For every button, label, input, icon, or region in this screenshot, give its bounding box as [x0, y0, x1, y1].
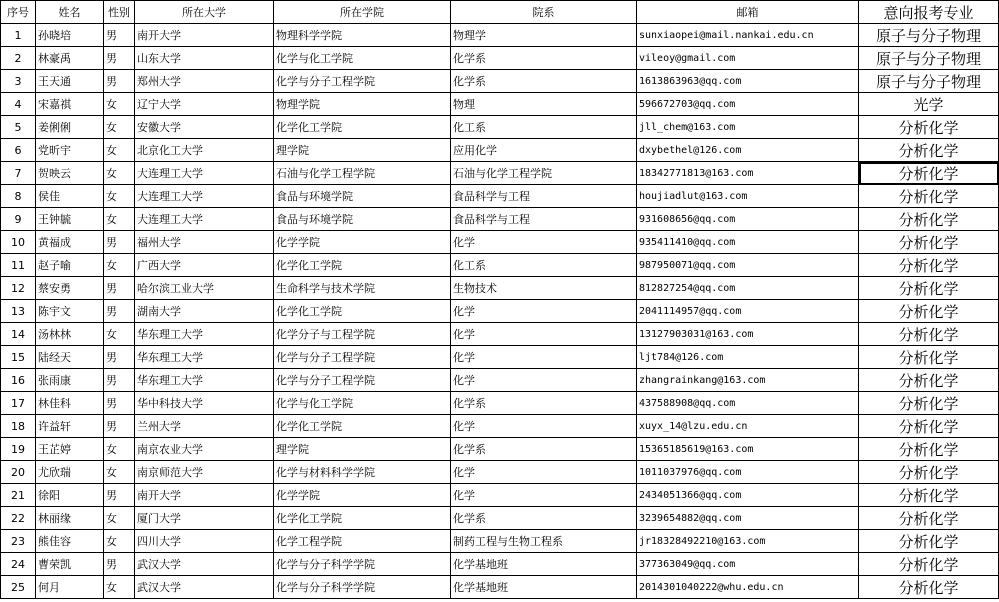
cell-name[interactable]: 何月 — [36, 576, 104, 599]
cell-major[interactable]: 分析化学 — [859, 208, 999, 231]
cell-email[interactable]: jll_chem@163.com — [637, 116, 859, 139]
cell-gender[interactable]: 女 — [104, 323, 135, 346]
cell-gender[interactable]: 女 — [104, 139, 135, 162]
cell-index[interactable]: 13 — [1, 300, 36, 323]
cell-college[interactable]: 物理科学学院 — [274, 24, 451, 47]
cell-major[interactable]: 原子与分子物理 — [859, 24, 999, 47]
cell-major[interactable]: 分析化学 — [859, 277, 999, 300]
cell-college[interactable]: 化学化工学院 — [274, 254, 451, 277]
cell-college[interactable]: 理学院 — [274, 139, 451, 162]
table-row — [1, 553, 999, 576]
cell-index[interactable]: 1 — [1, 24, 36, 47]
cell-index[interactable]: 8 — [1, 185, 36, 208]
table-row — [1, 300, 999, 323]
cell-gender[interactable]: 男 — [104, 415, 135, 438]
cell-department[interactable]: 化学 — [451, 346, 637, 369]
cell-email[interactable]: 931608656@qq.com — [637, 208, 859, 231]
cell-email[interactable]: xuyx_14@lzu.edu.cn — [637, 415, 859, 438]
cell-gender[interactable]: 女 — [104, 461, 135, 484]
cell-college[interactable]: 化学分子与工程学院 — [274, 323, 451, 346]
cell-department[interactable]: 制药工程与生物工程系 — [451, 530, 637, 553]
table-row — [1, 70, 999, 93]
cell-index[interactable]: 23 — [1, 530, 36, 553]
cell-university[interactable]: 郑州大学 — [135, 70, 274, 93]
table-row — [1, 185, 999, 208]
cell-college[interactable]: 化学工程学院 — [274, 530, 451, 553]
cell-university[interactable]: 华中科技大学 — [135, 392, 274, 415]
cell-university[interactable]: 北京化工大学 — [135, 139, 274, 162]
cell-name[interactable]: 许益轩 — [36, 415, 104, 438]
cell-major[interactable]: 分析化学 — [859, 530, 999, 553]
cell-department[interactable]: 化学 — [451, 461, 637, 484]
cell-college[interactable]: 化学化工学院 — [274, 507, 451, 530]
header-index[interactable]: 序号 — [1, 1, 36, 24]
cell-email[interactable]: 437588908@qq.com — [637, 392, 859, 415]
table-row — [1, 392, 999, 415]
cell-name[interactable]: 王天通 — [36, 70, 104, 93]
cell-department[interactable]: 化学系 — [451, 70, 637, 93]
cell-major[interactable]: 分析化学 — [859, 392, 999, 415]
header-university[interactable]: 所在大学 — [135, 1, 274, 24]
cell-college[interactable]: 化学与分子工程学院 — [274, 346, 451, 369]
cell-college[interactable]: 化学与分子科学学院 — [274, 576, 451, 599]
cell-email[interactable]: jr18328492210@163.com — [637, 530, 859, 553]
table-row — [1, 254, 999, 277]
cell-email[interactable]: ljt784@126.com — [637, 346, 859, 369]
cell-university[interactable]: 大连理工大学 — [135, 185, 274, 208]
cell-college[interactable]: 化学学院 — [274, 484, 451, 507]
header-major[interactable]: 意向报考专业 — [859, 1, 999, 24]
cell-gender[interactable]: 女 — [104, 93, 135, 116]
cell-gender[interactable]: 男 — [104, 553, 135, 576]
table-row — [1, 116, 999, 139]
cell-email[interactable]: vileoy@gmail.com — [637, 47, 859, 70]
cell-email[interactable]: 13127903031@163.com — [637, 323, 859, 346]
cell-index[interactable]: 15 — [1, 346, 36, 369]
cell-college[interactable]: 化学与分子工程学院 — [274, 70, 451, 93]
cell-department[interactable]: 化学 — [451, 484, 637, 507]
cell-email[interactable]: 18342771813@163.com — [637, 162, 859, 185]
cell-email[interactable]: 1011037976@qq.com — [637, 461, 859, 484]
cell-name[interactable]: 黄福成 — [36, 231, 104, 254]
cell-major[interactable]: 分析化学 — [859, 162, 999, 185]
cell-department[interactable]: 生物技术 — [451, 277, 637, 300]
table-row — [1, 484, 999, 507]
cell-gender[interactable]: 女 — [104, 438, 135, 461]
cell-university[interactable]: 南开大学 — [135, 24, 274, 47]
cell-department[interactable]: 化学 — [451, 415, 637, 438]
cell-gender[interactable]: 男 — [104, 70, 135, 93]
cell-university[interactable]: 大连理工大学 — [135, 162, 274, 185]
table-row — [1, 277, 999, 300]
cell-university[interactable]: 南京师范大学 — [135, 461, 274, 484]
cell-name[interactable]: 贺映云 — [36, 162, 104, 185]
cell-gender[interactable]: 女 — [104, 254, 135, 277]
cell-major[interactable]: 分析化学 — [859, 116, 999, 139]
cell-major[interactable]: 分析化学 — [859, 346, 999, 369]
table-body — [1, 24, 999, 599]
cell-department[interactable]: 化工系 — [451, 116, 637, 139]
cell-gender[interactable]: 男 — [104, 369, 135, 392]
cell-email[interactable]: 3239654882@qq.com — [637, 507, 859, 530]
cell-college[interactable]: 石油与化学工程学院 — [274, 162, 451, 185]
cell-index[interactable]: 16 — [1, 369, 36, 392]
cell-gender[interactable]: 女 — [104, 208, 135, 231]
table-row — [1, 415, 999, 438]
cell-major[interactable]: 分析化学 — [859, 300, 999, 323]
header-row — [1, 1, 999, 24]
cell-university[interactable]: 武汉大学 — [135, 576, 274, 599]
cell-name[interactable]: 蔡安勇 — [36, 277, 104, 300]
cell-name[interactable]: 曹荣凯 — [36, 553, 104, 576]
cell-university[interactable]: 厦门大学 — [135, 507, 274, 530]
cell-gender[interactable]: 男 — [104, 484, 135, 507]
cell-university[interactable]: 大连理工大学 — [135, 208, 274, 231]
table-row — [1, 507, 999, 530]
cell-email[interactable]: 15365185619@163.com — [637, 438, 859, 461]
cell-email[interactable]: 935411410@qq.com — [637, 231, 859, 254]
cell-name[interactable]: 侯佳 — [36, 185, 104, 208]
cell-college[interactable]: 化学学院 — [274, 231, 451, 254]
cell-index[interactable]: 5 — [1, 116, 36, 139]
header-name[interactable]: 姓名 — [36, 1, 104, 24]
table-row — [1, 346, 999, 369]
cell-college[interactable]: 物理学院 — [274, 93, 451, 116]
cell-major[interactable]: 分析化学 — [859, 185, 999, 208]
cell-index[interactable]: 6 — [1, 139, 36, 162]
cell-department[interactable]: 化学 — [451, 300, 637, 323]
cell-college[interactable]: 化学与材料科学学院 — [274, 461, 451, 484]
table-row — [1, 576, 999, 599]
cell-name[interactable]: 汤林林 — [36, 323, 104, 346]
cell-major[interactable]: 分析化学 — [859, 438, 999, 461]
cell-index[interactable]: 7 — [1, 162, 36, 185]
cell-gender[interactable]: 男 — [104, 346, 135, 369]
cell-email[interactable]: 596672703@qq.com — [637, 93, 859, 116]
cell-gender[interactable]: 男 — [104, 231, 135, 254]
cell-index[interactable]: 18 — [1, 415, 36, 438]
cell-name[interactable]: 林佳科 — [36, 392, 104, 415]
cell-department[interactable]: 化工系 — [451, 254, 637, 277]
cell-major[interactable]: 光学 — [859, 93, 999, 116]
cell-major[interactable]: 分析化学 — [859, 254, 999, 277]
cell-college[interactable]: 化学化工学院 — [274, 415, 451, 438]
cell-index[interactable]: 22 — [1, 507, 36, 530]
cell-index[interactable]: 11 — [1, 254, 36, 277]
cell-university[interactable]: 福州大学 — [135, 231, 274, 254]
cell-name[interactable]: 林丽缘 — [36, 507, 104, 530]
cell-gender[interactable]: 女 — [104, 162, 135, 185]
cell-email[interactable]: dxybethel@126.com — [637, 139, 859, 162]
cell-university[interactable]: 辽宁大学 — [135, 93, 274, 116]
table-row — [1, 369, 999, 392]
cell-email[interactable]: 377363049@qq.com — [637, 553, 859, 576]
table-row — [1, 208, 999, 231]
cell-department[interactable]: 应用化学 — [451, 139, 637, 162]
cell-index[interactable]: 21 — [1, 484, 36, 507]
table-row — [1, 231, 999, 254]
cell-name[interactable]: 陆经天 — [36, 346, 104, 369]
table-row — [1, 139, 999, 162]
cell-major[interactable]: 分析化学 — [859, 507, 999, 530]
cell-email[interactable]: 1613863963@qq.com — [637, 70, 859, 93]
cell-email[interactable]: houjiadlut@163.com — [637, 185, 859, 208]
cell-name[interactable]: 徐阳 — [36, 484, 104, 507]
cell-university[interactable]: 兰州大学 — [135, 415, 274, 438]
cell-department[interactable]: 食品科学与工程 — [451, 185, 637, 208]
table-row — [1, 461, 999, 484]
cell-university[interactable]: 四川大学 — [135, 530, 274, 553]
cell-gender[interactable]: 女 — [104, 116, 135, 139]
cell-name[interactable]: 林豪禹 — [36, 47, 104, 70]
table-row — [1, 323, 999, 346]
cell-index[interactable]: 9 — [1, 208, 36, 231]
header-department[interactable]: 院系 — [451, 1, 637, 24]
cell-department[interactable]: 化学 — [451, 369, 637, 392]
cell-university[interactable]: 华东理工大学 — [135, 323, 274, 346]
cell-major[interactable]: 原子与分子物理 — [859, 47, 999, 70]
cell-college[interactable]: 理学院 — [274, 438, 451, 461]
cell-index[interactable]: 25 — [1, 576, 36, 599]
table-row — [1, 24, 999, 47]
cell-gender[interactable]: 男 — [104, 277, 135, 300]
cell-major[interactable]: 分析化学 — [859, 231, 999, 254]
cell-name[interactable]: 王钟毓 — [36, 208, 104, 231]
cell-department[interactable]: 食品科学与工程 — [451, 208, 637, 231]
cell-email[interactable]: 2041114957@qq.com — [637, 300, 859, 323]
cell-university[interactable]: 华东理工大学 — [135, 346, 274, 369]
cell-gender[interactable]: 男 — [104, 24, 135, 47]
header-gender[interactable]: 性别 — [104, 1, 135, 24]
cell-department[interactable]: 化学系 — [451, 438, 637, 461]
cell-major[interactable]: 分析化学 — [859, 484, 999, 507]
cell-gender[interactable]: 男 — [104, 47, 135, 70]
cell-major[interactable]: 分析化学 — [859, 415, 999, 438]
cell-department[interactable]: 物理学 — [451, 24, 637, 47]
cell-college[interactable]: 化学化工学院 — [274, 300, 451, 323]
cell-email[interactable]: 812827254@qq.com — [637, 277, 859, 300]
cell-major[interactable]: 分析化学 — [859, 323, 999, 346]
cell-name[interactable]: 宋嘉祺 — [36, 93, 104, 116]
cell-university[interactable]: 湖南大学 — [135, 300, 274, 323]
cell-college[interactable]: 化学与分子工程学院 — [274, 369, 451, 392]
header-college[interactable]: 所在学院 — [274, 1, 451, 24]
cell-university[interactable]: 南开大学 — [135, 484, 274, 507]
cell-email[interactable]: 2014301040222@whu.edu.cn — [637, 576, 859, 599]
cell-university[interactable]: 安徽大学 — [135, 116, 274, 139]
cell-name[interactable]: 尤欣瑞 — [36, 461, 104, 484]
cell-gender[interactable]: 女 — [104, 576, 135, 599]
cell-college[interactable]: 化学与化工学院 — [274, 392, 451, 415]
cell-university[interactable]: 哈尔滨工业大学 — [135, 277, 274, 300]
cell-index[interactable]: 2 — [1, 47, 36, 70]
table-row — [1, 162, 999, 185]
cell-major[interactable]: 分析化学 — [859, 139, 999, 162]
cell-email[interactable]: zhangrainkang@163.com — [637, 369, 859, 392]
cell-index[interactable]: 4 — [1, 93, 36, 116]
cell-university[interactable]: 武汉大学 — [135, 553, 274, 576]
cell-major[interactable]: 分析化学 — [859, 369, 999, 392]
cell-email[interactable]: sunxiaopei@mail.nankai.edu.cn — [637, 24, 859, 47]
cell-name[interactable]: 王芷婷 — [36, 438, 104, 461]
cell-index[interactable]: 10 — [1, 231, 36, 254]
cell-email[interactable]: 987950071@qq.com — [637, 254, 859, 277]
cell-college[interactable]: 化学与化工学院 — [274, 47, 451, 70]
cell-name[interactable]: 熊佳容 — [36, 530, 104, 553]
cell-college[interactable]: 化学与分子科学学院 — [274, 553, 451, 576]
cell-major[interactable]: 分析化学 — [859, 553, 999, 576]
cell-college[interactable]: 生命科学与技术学院 — [274, 277, 451, 300]
cell-department[interactable]: 物理 — [451, 93, 637, 116]
cell-name[interactable]: 党昕宇 — [36, 139, 104, 162]
cell-index[interactable]: 19 — [1, 438, 36, 461]
cell-college[interactable]: 食品与环境学院 — [274, 185, 451, 208]
cell-university[interactable]: 山东大学 — [135, 47, 274, 70]
cell-gender[interactable]: 男 — [104, 300, 135, 323]
cell-gender[interactable]: 男 — [104, 392, 135, 415]
cell-name[interactable]: 张雨康 — [36, 369, 104, 392]
cell-major[interactable]: 分析化学 — [859, 461, 999, 484]
cell-major[interactable]: 原子与分子物理 — [859, 70, 999, 93]
table-row — [1, 438, 999, 461]
cell-department[interactable]: 化学系 — [451, 392, 637, 415]
cell-department[interactable]: 化学系 — [451, 47, 637, 70]
cell-university[interactable]: 南京农业大学 — [135, 438, 274, 461]
cell-department[interactable]: 化学基地班 — [451, 576, 637, 599]
cell-gender[interactable]: 女 — [104, 530, 135, 553]
cell-college[interactable]: 食品与环境学院 — [274, 208, 451, 231]
cell-index[interactable]: 17 — [1, 392, 36, 415]
cell-email[interactable]: 2434051366@qq.com — [637, 484, 859, 507]
cell-gender[interactable]: 女 — [104, 507, 135, 530]
cell-index[interactable]: 3 — [1, 70, 36, 93]
cell-index[interactable]: 24 — [1, 553, 36, 576]
cell-college[interactable]: 化学化工学院 — [274, 116, 451, 139]
header-email[interactable]: 邮箱 — [637, 1, 859, 24]
cell-department[interactable]: 石油与化学工程学院 — [451, 162, 637, 185]
cell-name[interactable]: 姜俐俐 — [36, 116, 104, 139]
table-row — [1, 530, 999, 553]
cell-index[interactable]: 12 — [1, 277, 36, 300]
cell-name[interactable]: 陈宇文 — [36, 300, 104, 323]
cell-university[interactable]: 华东理工大学 — [135, 369, 274, 392]
cell-major[interactable]: 分析化学 — [859, 576, 999, 599]
cell-name[interactable]: 孙晓培 — [36, 24, 104, 47]
cell-index[interactable]: 20 — [1, 461, 36, 484]
table-row — [1, 47, 999, 70]
cell-department[interactable]: 化学 — [451, 231, 637, 254]
cell-index[interactable]: 14 — [1, 323, 36, 346]
cell-department[interactable]: 化学 — [451, 323, 637, 346]
cell-gender[interactable]: 女 — [104, 185, 135, 208]
cell-department[interactable]: 化学系 — [451, 507, 637, 530]
cell-name[interactable]: 赵子喻 — [36, 254, 104, 277]
table-row — [1, 93, 999, 116]
cell-department[interactable]: 化学基地班 — [451, 553, 637, 576]
cell-university[interactable]: 广西大学 — [135, 254, 274, 277]
